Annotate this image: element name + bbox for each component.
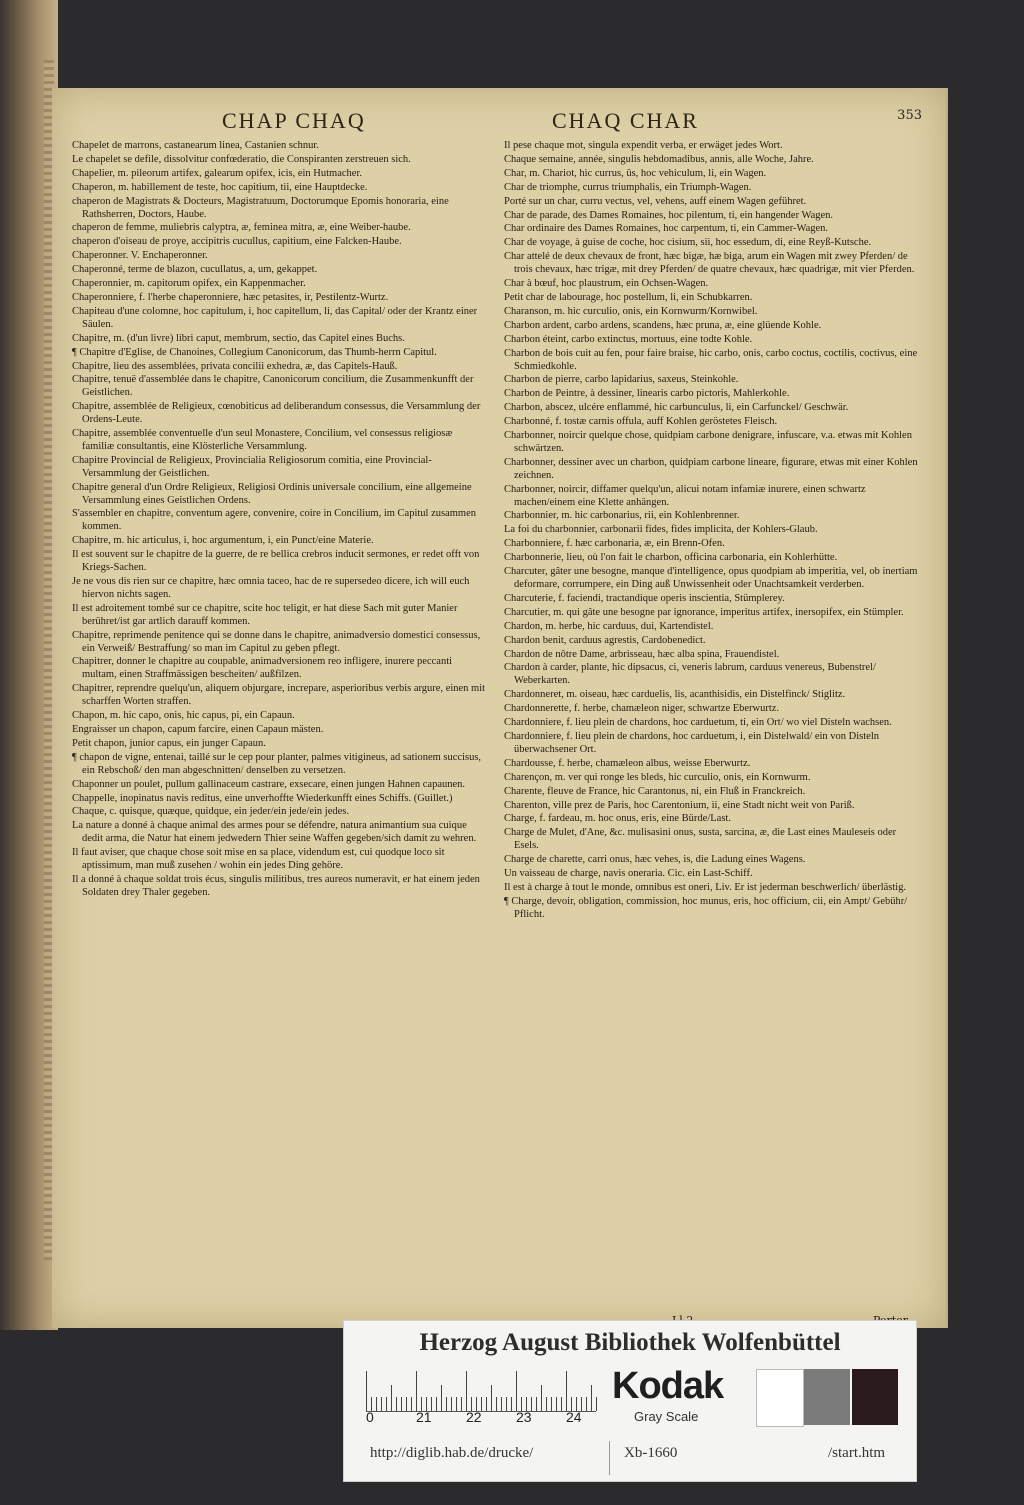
dictionary-entry: Char à bœuf, hoc plaustrum, ein Ochsen-Wagen. [504, 278, 709, 290]
dictionary-entry: Chapon, m. hic capo, onis, hic capus, pi, ein Capaun. [72, 710, 295, 722]
url-row [344, 1439, 916, 1469]
library-target-card [343, 1320, 917, 1482]
dictionary-entry: Chapitre, m. (d'un livre) libri caput, membrum, sectio, das Capitel eines Buchs. [72, 332, 405, 344]
measurement-ruler [366, 1365, 596, 1412]
dictionary-entry: Charente, fleuve de France, hic Carantonus, ni, ein Fluß in Franckreich. [504, 785, 806, 797]
dictionary-entry: Chapitre, assemblée conventuelle d'un seul Monastere, Concilium, vel consessus religiosæ familiæ consultantis, eine Klösterliche Versammlung. [72, 428, 453, 452]
dictionary-entry: Charbonner, noircir, diffamer quelqu'un, alicui notam infamiæ inurere, einen schwartz machen/einem eine Klette anhängen. [504, 483, 866, 508]
shelfmark: Xb-1660 [624, 1445, 678, 1461]
dictionary-entry: Il pese chaque mot, singula expendit verba, er erwäget jedes Wort. [504, 140, 783, 151]
dictionary-entry: Charbonnerie, lieu, où l'on fait le charbon, officina carbonaria, ein Kohlerhütte. [504, 552, 838, 564]
dictionary-entry: chaperon de Magistrats & Docteurs, Magistratuum, Doctorumque Epomis honoraria, eine Rathsherren, Doctors, Haube. [72, 195, 449, 220]
dictionary-entry: Charenton, ville prez de Paris, hoc Carentonium, ii, eine Stadt nicht weit von Pariß. [504, 799, 855, 811]
dictionary-entry: Chapelier, m. pileorum artifex, galearum opifex, icis, ein Hutmacher. [72, 167, 362, 179]
right-column [504, 140, 919, 923]
dictionary-entry: Petit char de labourage, hoc postellum, li, ein Schubkarren. [504, 291, 753, 303]
dictionary-entry: Charanson, m. hic curculio, onis, ein Kornwurm/Kornwibel. [504, 305, 758, 317]
dictionary-entry: Char de parade, des Dames Romaines, hoc pilentum, ti, ein hangender Wagen. [504, 209, 834, 221]
dictionary-entry: Charcutier, m. qui gâte une besogne par ignorance, imperitus artifex, inersopifex, ein Stümpler. [504, 606, 904, 618]
dictionary-entry: Charbon de bois cuit au fen, pour faire braise, hic carbo, onis, carbo coctus, coctilis, coctivus, eine Schmiedkohle. [504, 347, 918, 372]
dictionary-entry: Chardonniere, f. lieu plein de chardons, hoc carduetum, i, ein Distelwald/ ein von Disteln überwachsener Ort. [504, 730, 879, 755]
page-number: 353 [897, 108, 922, 123]
book-spine-edge [0, 0, 58, 1330]
ruler-labels [366, 1409, 596, 1427]
dictionary-entry: Char attelé de deux chevaux de front, hæc bigæ, hæ biga, arum ein Wagen mit zwey Pferden/ de trois chevaux, hæc trigæ, mit drey Pferden/ de quatre chevaux, hæc quadrigæ, mit vier Pferden. [504, 251, 915, 276]
ruler-number: 21 [416, 1409, 432, 1425]
dictionary-entry: Chardonnerette, f. herbe, chamæleon niger, schwartze Eberwurtz. [504, 703, 780, 715]
dictionary-entry: Charcuterie, f. faciendi, tractandique operis inscientia, Stümplerey. [504, 592, 785, 604]
running-head-right: CHAQ CHAR [552, 108, 699, 133]
dictionary-entry: Il est souvent sur le chapitre de la guerre, de re bellica crebros inducit sermones, er redet offt von Kriegs-Sachen. [72, 549, 480, 574]
dictionary-entry: Char, m. Chariot, hic currus, ûs, hoc vehiculum, li, ein Wagen. [504, 167, 767, 179]
ruler-tick [516, 1371, 517, 1411]
dictionary-entry: Il a donné à chaque soldat trois écus, singulis militibus, tres aureos numeravit, er hat einem jeden Soldaten drey Thaler gegeben. [72, 873, 480, 898]
dictionary-entry: Chaponner un poulet, pullum gallinaceum castrare, exsecare, einen jungen Hahnen capaunen. [72, 778, 466, 790]
ruler-tick [466, 1371, 467, 1411]
dictionary-entry: Chaperonner. V. Enchaperonner. [72, 250, 208, 262]
dictionary-entry: Charbon ardent, carbo ardens, scandens, hæc pruna, æ, eine glüende Kohle. [504, 319, 822, 331]
dictionary-entry: Petit chapon, junior capus, ein junger Capaun. [72, 737, 266, 749]
dictionary-entry: chaperon de femme, muliebris calyptra, æ, feminea mitra, æ, eine Weiber-haube. [72, 222, 411, 234]
dictionary-entry: Char ordinaire des Dames Romaines, hoc carpentum, ti, ein Cammer-Wagen. [504, 223, 829, 235]
dictionary-entry: Charbon de Peintre, à dessiner, linearis carbo pictoris, Mahlerkohle. [504, 388, 790, 400]
dictionary-entry: ¶ Charge, devoir, obligation, commission, hoc munus, eris, hoc officium, cii, ein Ampt/ Gebühr/ Pflicht. [504, 895, 908, 920]
ruler-tick [366, 1371, 367, 1411]
dictionary-entry: Chardonneret, m. oiseau, hæc carduelis, lis, acanthisidis, ein Distelfinck/ Stiglitz. [504, 689, 846, 701]
dictionary-entry: Le chapelet se defile, dissolvitur confœderatio, die Conspiranten zerstreuen sich. [72, 153, 411, 165]
ruler-number: 23 [516, 1409, 532, 1425]
dictionary-entry: Chaperonné, terme de blazon, cucullatus, a, um, gekappet. [72, 264, 318, 276]
ruler-number: 0 [366, 1409, 374, 1425]
dictionary-entry: Chapitre, lieu des assemblées, privata concilii exhedra, æ, das Capitels-Hauß. [72, 360, 398, 372]
dictionary-entry: Char de triomphe, currus triumphalis, ein Triumph-Wagen. [504, 181, 752, 193]
swatch-black [852, 1369, 898, 1425]
gray-scale-label: Gray Scale [634, 1409, 699, 1424]
dictionary-entry: Charbonner, noircir quelque chose, quidpiam carbone denigrare, infuscare, v.a. etwas mit Kohlen schwärtzen. [504, 430, 912, 454]
left-column [72, 140, 487, 901]
ruler-tick [566, 1371, 567, 1411]
dictionary-entry: Chapiteau d'une colomne, hoc capitulum, i, hoc capitellum, li, das Capital/ oder der Krantz einer Säulen. [72, 305, 478, 330]
dictionary-entry: Engraisser un chapon, capum farcire, einen Capaun mästen. [72, 723, 324, 735]
dictionary-entry: Un vaisseau de charge, navis oneraria. Cic. ein Last-Schiff. [504, 868, 753, 880]
dictionary-entry: Chaperonnier, m. capitorum opifex, ein Kappenmacher. [72, 278, 306, 290]
dictionary-entry: Il est adroitement tombé sur ce chapitre, scite hoc teligit, er hat diese Sach mit guter Manier berühret/ist gar artlich darauff kommen. [72, 602, 458, 627]
dictionary-entry: Chapitre, assemblée de Religieux, cœnobiticus ad deliberandum consessus, die Versammlung der Ordens-Leute. [72, 401, 481, 426]
dictionary-entry: Charge de charette, carri onus, hæc vehes, is, die Ladung eines Wagens. [504, 854, 806, 866]
dictionary-entry: Charge de Mulet, d'Ane, &c. mulisasini onus, susta, sarcina, æ, die Last eines Mauleseis oder Esels. [504, 827, 897, 852]
library-url: http://diglib.hab.de/drucke/ [370, 1445, 534, 1461]
dictionary-entry: Charbon éteint, carbo extinctus, mortuus, eine todte Kohle. [504, 333, 753, 345]
dictionary-entry: Chaperon, m. habillement de teste, hoc capitium, tii, eine Hauptdecke. [72, 181, 368, 193]
dictionary-entry: Chardon de nôtre Dame, arbrisseau, hæc alba spina, Frauendistel. [504, 648, 780, 660]
ruler-tick [416, 1371, 417, 1411]
divider [609, 1441, 610, 1475]
dictionary-entry: Chapitrer, reprendre quelqu'un, aliquem objurgare, increpare, asperioribus verbis argure, einen mit scharffen Worten straffen. [72, 683, 486, 708]
dictionary-entry: Il faut aviser, que chaque chose soit mise en sa place, videndum est, cui quodque loco sit aptissimum, man muß zusehen / wohin ein jedes Ding gehöre. [72, 847, 445, 872]
ruler-tick [491, 1385, 492, 1411]
dictionary-entry: Porté sur un char, curru vectus, vel, vehens, auff einem Wagen geführet. [504, 195, 807, 207]
dictionary-entry: Charbon de pierre, carbo lapidarius, saxeus, Steinkohle. [504, 374, 739, 386]
book-page [52, 88, 948, 1328]
ruler-tick [596, 1397, 597, 1411]
dictionary-entry: Chappelle, inopinatus navis reditus, eine unverhoffte Wiederkunfft eines Schiffs. (Guillet.) [72, 792, 453, 804]
dictionary-entry: S'assembler en chapitre, conventum agere, convenire, coire in Concilium, im Capitul zusammen kommen. [72, 508, 476, 533]
ruler-tick [541, 1385, 542, 1411]
dictionary-entry: Chapitre Provincial de Religieux, Provincialia Religiosorum comitia, eine Provincial-Versammlung der Geistlichen. [72, 454, 432, 479]
ruler-tick [591, 1385, 592, 1411]
library-name: Herzog August Bibliothek Wolfenbüttel [419, 1329, 841, 1356]
dictionary-entry: La nature a donné à chaque animal des armes pour se défendre, natura animantium sua cuique dedit arma, die Natur hat einem jedwedern Thier seine Waffen gegeben/sich damit zu wehren. [72, 820, 477, 845]
dictionary-entry: Charbon, abscez, ulcére enflammé, hic carbunculus, li, ein Carfunckel/ Geschwär. [504, 402, 849, 414]
dictionary-entry: Chapitre, m. hic articulus, i, hoc argumentum, i, ein Punct/eine Materie. [72, 535, 374, 547]
start-path: /start.htm [828, 1445, 886, 1461]
dictionary-entry: Char de voyage, à guise de coche, hoc cisium, sii, hoc essedum, di, eine Reyß-Kutsche. [504, 237, 872, 249]
dictionary-entry: Chapitre, tenuë d'assemblée dans le chapitre, Canonicorum concilium, die Zusammenkunfft der Geistlichen. [72, 374, 474, 399]
dictionary-entry: Charbonner, dessiner avec un charbon, quidpiam carbone lineare, figurare, etwas mit einer Kohlen zeichnen. [504, 456, 918, 481]
swatch-gray [804, 1369, 850, 1425]
dictionary-entry: chaperon d'oiseau de proye, accipitris cucullus, capitium, eine Falcken-Haube. [72, 236, 402, 248]
ruler-number: 24 [566, 1409, 582, 1425]
dictionary-entry: Charbonniere, f. hæc carbonaria, æ, ein Brenn-Ofen. [504, 538, 725, 550]
dictionary-entry: Chapelet de marrons, castanearum linea, Castanien schnur. [72, 140, 319, 151]
dictionary-entry: Chardon à carder, plante, hic dipsacus, ci, veneris labrum, carduus venereus, Bubenstrel/ Weberkarten. [504, 662, 876, 687]
dictionary-entry: Charbonné, f. tostæ carnis offula, auff Kohlen geröstetes Fleisch. [504, 416, 778, 428]
dictionary-entry: ¶ Chapitre d'Eglise, de Chanoines, Collegium Canonicorum, das Thumb-herrn Capitul. [72, 346, 437, 358]
dictionary-entry: Charge, f. fardeau, m. hoc onus, eris, eine Bürde/Last. [504, 813, 731, 825]
kodak-logo: Kodak [612, 1365, 724, 1407]
dictionary-entry: Chardonniere, f. lieu plein de chardons, hoc carduetum, ti, ein Ort/ wo viel Disteln wachsen. [504, 717, 892, 729]
ruler-tick [441, 1385, 442, 1411]
dictionary-entry: Chapitre general d'un Ordre Religieux, Religiosi Ordinis universale concilium, eine allgemeine Versammlung eines Geistlichen Ordens. [72, 481, 472, 506]
dictionary-entry: ¶ chapon de vigne, entenai, taillé sur le cep pour planter, palmes vitigineus, ad sationem succisus, ein Rebschoß/ den man abgeschnitten/ denselben zu versetzen. [72, 751, 482, 776]
swatch-white [756, 1369, 804, 1427]
dictionary-entry: Chardon benit, carduus agrestis, Cardobenedict. [504, 634, 706, 646]
dictionary-entry: Chardon, m. herbe, hic carduus, dui, Kartendistel. [504, 620, 714, 632]
dictionary-entry: Il est à charge à tout le monde, omnibus est oneri, Liv. Er ist jederman beschwerlich/ überlästig. [504, 881, 907, 893]
ruler-number: 22 [466, 1409, 482, 1425]
dictionary-entry: Chapitrer, donner le chapitre au coupable, animadversionem reo infligere, inurere peccanti multam, einen Straffmässigen bescheiten/ außfilzen. [72, 656, 453, 681]
dictionary-entry: Chaque, c. quisque, quæque, quidque, ein jeder/ein jede/ein jedes. [72, 806, 350, 818]
dictionary-entry: Charbonnier, m. hic carbonarius, rii, ein Kohlenbrenner. [504, 510, 740, 522]
dictionary-entry: Je ne vous dis rien sur ce chapitre, hæc omnia taceo, hac de re supersedeo dicere, ich will euch hiervon nichts sagen. [72, 576, 470, 600]
dictionary-entry: Chaperonniere, f. l'herbe chaperonniere, hæc petasites, ir, Pestilentz-Wurtz. [72, 291, 389, 303]
dictionary-entry: Charençon, m. ver qui ronge les bleds, hic curculio, onis, ein Kornwurm. [504, 771, 811, 783]
dictionary-entry: Charcuter, gâter une besogne, manque d'intelligence, opus quodpiam ab imperitia, vel, ob inertiam deformare, corrumpere, ein Ding auß Unwissenheit oder Unachtsamkeit verderben. [504, 566, 918, 590]
running-head-left: CHAP CHAQ [222, 108, 366, 133]
dictionary-entry: Chardousse, f. herbe, chamæleon albus, weisse Eberwurtz. [504, 757, 751, 769]
dictionary-entry: La foi du charbonnier, carbonarii fides, fides implicita, der Kohlers-Glaub. [504, 524, 818, 536]
ruler-tick [391, 1385, 392, 1411]
dictionary-entry: Chapitre, reprimende penitence qui se donne dans le chapitre, animadversio domestici consessus, ein Verweiß/ Bestraffung/ so man im Capitul zu geben pflegt. [72, 629, 481, 654]
dictionary-entry: Chaque semaine, année, singulis hebdomadibus, annis, alle Woche, Jahre. [504, 153, 814, 165]
